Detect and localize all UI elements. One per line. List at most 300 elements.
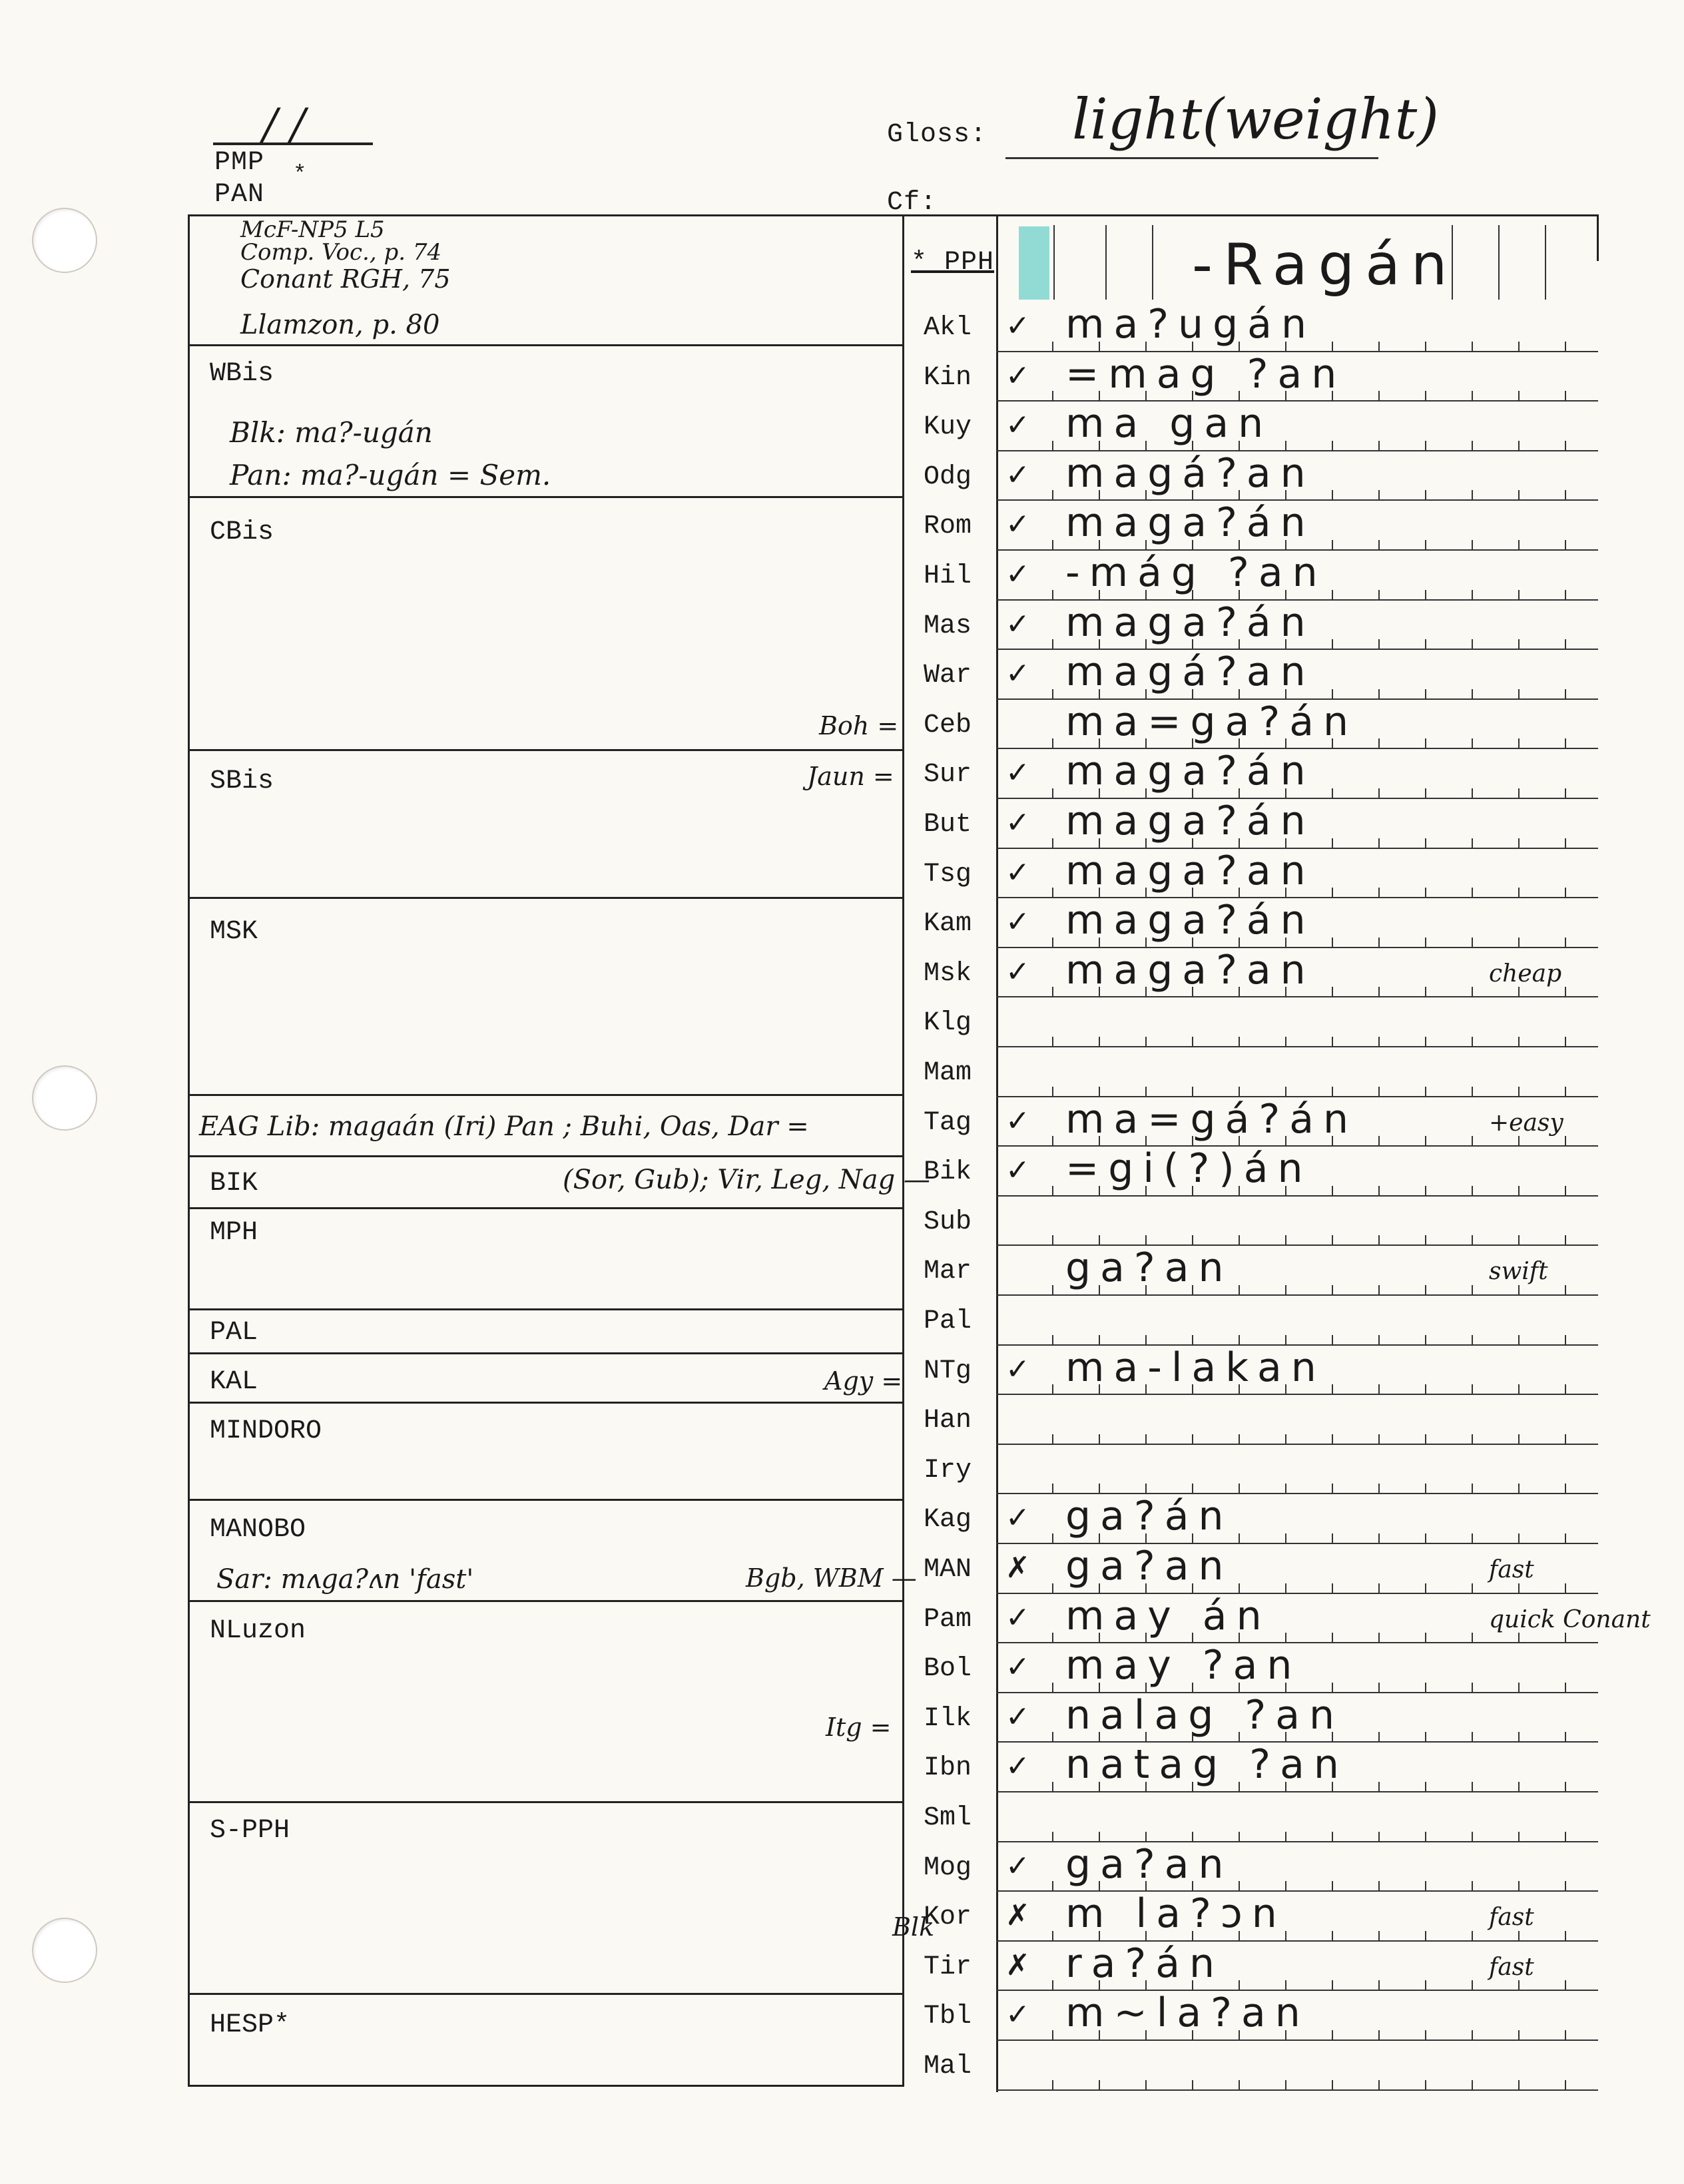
group-nluzon: NLuzon [210,1616,306,1646]
row-tick [1472,1087,1473,1096]
row-tick [1472,1434,1473,1444]
row-tick [1378,938,1380,947]
row-tick [1192,1434,1193,1444]
xref-agy: Agy = [824,1366,903,1396]
row-tick [1425,788,1426,798]
row-tick [1285,1434,1286,1444]
row-tick [1472,1285,1473,1294]
row-tick [1285,1037,1286,1046]
row-tick [1565,540,1566,549]
row-tick [1378,1732,1380,1741]
row-tick [1378,342,1380,351]
wbis-note-pan: Pan: ma?-ugán = Sem. [230,459,551,491]
row-tick [1378,1633,1380,1642]
row-tick [1378,1484,1380,1493]
row-tick [1378,1533,1380,1543]
row-tick [1099,1335,1100,1344]
row-tick [1332,2030,1333,2040]
punch-hole-top [32,208,97,273]
row-tick [1052,490,1053,499]
row-tick [1472,1832,1473,1841]
lang-code: Kin [923,362,972,393]
row-tick [1518,1186,1520,1195]
row-tick [1052,987,1053,996]
row-tick [1518,1881,1520,1890]
row-tick [1145,2080,1147,2089]
row-tick [1518,738,1520,748]
row-tick [1332,788,1333,798]
row-tick [1425,1384,1426,1394]
group-mph: MPH [210,1218,258,1248]
lang-code: Sml [923,1803,972,1833]
lang-code: Tsg [923,859,972,890]
row-tick [1425,1732,1426,1741]
lang-code: Sub [923,1207,972,1237]
check-mark: ✓ [1005,657,1030,691]
row-tick [1518,1434,1520,1444]
pmp-label: PMP [214,148,265,178]
row-tick [1565,1633,1566,1642]
row-tick [1565,391,1566,400]
wbis-note-blk: Blk: ma?-ugán [230,416,433,449]
row-tick [1052,1384,1053,1394]
group-cbis: CBis [210,517,274,547]
row-tick [1518,1583,1520,1593]
reflex-form: magá?an [1065,649,1315,696]
row-tick [1565,738,1566,748]
row-tick [1285,1285,1286,1294]
row-tick [1425,1683,1426,1692]
check-mark: ✗ [1005,1898,1030,1933]
row-tick [1285,1335,1286,1344]
reflex-form: ma-lakan [1065,1344,1326,1391]
row-tick [1565,1583,1566,1593]
row-tick [1565,1782,1566,1791]
row-tick [1565,1285,1566,1294]
row-tick [1052,1037,1053,1046]
row-divider-spph [190,1801,902,1803]
check-mark: ✓ [1005,1600,1030,1635]
row-tick [1378,1980,1380,1990]
group-pal: PAL [210,1318,258,1348]
row-tick [1565,2030,1566,2040]
row-tick [1192,1335,1193,1344]
row-tick [1052,1484,1053,1493]
row-line [996,1294,1598,1296]
row-tick [1192,2080,1193,2089]
row-line [996,1444,1598,1445]
row-tick [1378,788,1380,798]
row-tick [1518,1732,1520,1741]
row-tick [1378,1782,1380,1791]
row-tick [1472,938,1473,947]
row-tick [1378,391,1380,400]
lang-code: Ceb [923,710,972,740]
row-tick [1052,2080,1053,2089]
check-mark: ✓ [1005,855,1030,890]
group-mindoro: MINDORO [210,1416,322,1446]
row-tick [1052,1782,1053,1791]
row-tick [1565,838,1566,848]
reflex-form: ga?an [1065,1840,1233,1888]
lang-code: NTg [923,1356,972,1386]
lang-code: Kag [923,1505,972,1535]
row-tick [1378,1931,1380,1940]
row-tick [1285,2080,1286,2089]
row-tick [1472,2030,1473,2040]
row-tick [1378,1136,1380,1145]
row-tick [1378,1285,1380,1294]
punch-hole-middle [32,1065,97,1131]
left-panel [188,214,930,2087]
row-tick [1285,1980,1286,1990]
row-tick [1052,1881,1053,1890]
row-tick [1565,987,1566,996]
row-tick [1472,689,1473,698]
row-tick [1518,1980,1520,1990]
lang-code: Msk [923,958,972,989]
row-tick [1565,1434,1566,1444]
row-tick [1332,590,1333,599]
row-line [996,2089,1598,2091]
reflex-form: maga?án [1065,748,1315,795]
row-tick [1518,788,1520,798]
row-tick [1239,1583,1240,1593]
row-tick [1099,2080,1100,2089]
row-tick [1052,1533,1053,1543]
row-divider-nluzon [190,1600,902,1602]
proto-label: * PPH [911,248,995,278]
row-tick [1285,441,1286,450]
row-tick [1052,590,1053,599]
row-tick [1332,1335,1333,1344]
check-mark: ✓ [1005,1501,1030,1535]
row-tick [1145,1335,1147,1344]
row-tick [1052,738,1053,748]
row-tick [1378,639,1380,649]
reflex-form: maga?an [1065,847,1315,894]
row-tick [1565,1533,1566,1543]
source-line-1: McF-NP5 L5 [240,216,385,243]
row-tick [1099,1832,1100,1841]
row-tick [1425,2030,1426,2040]
row-tick [1518,1037,1520,1046]
row-tick [1565,1235,1566,1244]
row-tick [1425,1980,1426,1990]
row-tick [1472,987,1473,996]
row-tick [1518,838,1520,848]
row-line [996,1195,1598,1197]
reflex-form: maga?án [1065,897,1315,944]
row-tick [1332,1285,1333,1294]
row-tick [1052,639,1053,649]
row-divider-pal [190,1308,902,1310]
reflex-form: ga?an [1065,1543,1233,1589]
row-tick [1518,1384,1520,1394]
row-tick [1378,1384,1380,1394]
group-msk: MSK [210,917,258,947]
row-tick [1052,838,1053,848]
gloss-note: swift [1489,1258,1548,1286]
row-tick [1518,1683,1520,1692]
row-line [996,2040,1598,2041]
cf-label: Cf: [887,188,938,218]
row-tick [1378,490,1380,499]
lang-code: Kor [923,1902,972,1933]
row-tick [1239,1087,1240,1096]
row-tick [1285,1087,1286,1096]
row-tick [1332,1186,1333,1195]
row-tick [1378,888,1380,897]
proto-form: -Ragán [1192,232,1458,298]
row-tick [1378,540,1380,549]
row-tick [1518,938,1520,947]
row-line [996,1046,1598,1047]
row-tick [1285,1881,1286,1890]
reflex-form: ra?án [1065,1940,1225,1987]
row-tick [1145,1235,1147,1244]
gloss-label: Gloss: [887,120,987,150]
row-tick [1472,838,1473,848]
reflex-form: ma?ugán [1065,301,1316,348]
reflex-form: m la?ɔn [1065,1890,1286,1938]
row-tick [1332,1583,1333,1593]
row-tick [1425,590,1426,599]
row-tick [1378,738,1380,748]
row-tick [1425,490,1426,499]
row-tick [1332,639,1333,649]
row-tick [1332,2080,1333,2089]
reflex-form: ma=gá?án [1065,1095,1358,1143]
row-tick [1239,1335,1240,1344]
lang-code: Rom [923,511,972,542]
row-tick [1472,1335,1473,1344]
reflex-form: magá?an [1065,449,1315,497]
reflex-form: ga?an [1065,1244,1233,1292]
gloss-value: light(weight) [1072,87,1440,152]
row-tick [1239,1832,1240,1841]
row-tick [1285,1484,1286,1493]
row-tick [1472,1186,1473,1195]
row-tick [1425,1285,1426,1294]
row-tick [1425,391,1426,400]
row-tick [1472,788,1473,798]
lang-code: Hil [923,561,972,591]
pan-label: PAN [214,180,265,210]
row-tick [1052,342,1053,351]
row-tick [1099,1037,1100,1046]
lang-code: Kam [923,909,972,940]
reflex-form: maga?án [1065,499,1315,547]
row-tick [1425,938,1426,947]
source-line-3: Conant RGH, 75 [240,264,451,294]
check-mark: ✓ [1005,756,1030,790]
row-divider-cbis [190,496,902,498]
reflex-form: ga?án [1065,1493,1233,1540]
row-tick [1192,1484,1193,1493]
row-tick [1332,987,1333,996]
row-tick [1332,1980,1333,1990]
xref-jaun: Jaun = [807,762,894,791]
row-tick [1472,1881,1473,1890]
lang-code: Han [923,1406,972,1436]
reflex-form: maga?án [1065,599,1315,646]
row-tick [1565,1087,1566,1096]
xref-bgb: Bgb, WBM — [746,1563,917,1593]
row-tick [1425,639,1426,649]
reflex-form: maga?án [1065,798,1315,844]
check-mark: ✓ [1005,806,1030,840]
row-tick [1425,540,1426,549]
row-line [996,1791,1598,1792]
row-tick [1378,2030,1380,2040]
row-tick [1332,1931,1333,1940]
row-tick [1099,1235,1100,1244]
row-tick [1285,1235,1286,1244]
row-tick [1518,1136,1520,1145]
row-tick [1518,490,1520,499]
row-tick [1052,1335,1053,1344]
row-tick [1472,1533,1473,1543]
row-tick [1285,1832,1286,1841]
row-divider-sbis [190,749,902,751]
row-tick [1425,1931,1426,1940]
lang-code: Tir [923,1952,972,1982]
gloss-underline [1005,157,1378,159]
row-tick [1565,1832,1566,1841]
lang-code: Mas [923,611,972,641]
row-tick [1145,1484,1147,1493]
row-tick [1425,1484,1426,1493]
reflex-form: maga?an [1065,946,1315,993]
row-tick [1472,888,1473,897]
check-mark: ✓ [1005,1699,1030,1734]
row-tick [1332,441,1333,450]
row-tick [1378,689,1380,698]
lang-code: Mam [923,1058,972,1088]
lang-code: Ibn [923,1753,972,1784]
lang-code: Mal [923,2051,972,2081]
row-tick [1052,1832,1053,1841]
row-tick [1565,1980,1566,1990]
row-tick [1239,1881,1240,1890]
row-tick [1052,1136,1053,1145]
row-tick [1518,1931,1520,1940]
row-tick [1145,1087,1147,1096]
row-tick [1425,987,1426,996]
check-mark: ✓ [1005,905,1030,940]
row-divider-lib [190,1094,902,1096]
row-tick [1518,540,1520,549]
row-tick [1145,1832,1147,1841]
row-tick [1425,1832,1426,1841]
row-tick [1332,342,1333,351]
lang-code: Pal [923,1306,972,1336]
row-tick [1239,1285,1240,1294]
row-tick [1518,1235,1520,1244]
reflex-form: =gi(?)án [1065,1145,1312,1193]
row-tick [1332,938,1333,947]
row-tick [1425,441,1426,450]
check-mark: ✓ [1005,507,1030,542]
row-tick [1145,1037,1147,1046]
reflex-form: may ?an [1065,1642,1302,1689]
row-tick [1239,1484,1240,1493]
row-tick [1472,391,1473,400]
row-tick [1052,1980,1053,1990]
row-tick [1565,590,1566,599]
row-tick [1472,441,1473,450]
lang-code: Kuy [923,412,972,443]
row-tick [1332,838,1333,848]
row-tick [1052,1087,1053,1096]
check-mark: ✓ [1005,358,1030,393]
xref-itg: Itg = [826,1713,892,1742]
group-bik: BIK [210,1169,258,1199]
row-tick [1518,1484,1520,1493]
row-tick [1518,2080,1520,2089]
asterisk-mark: * [293,162,308,188]
gloss-note: fast [1489,1953,1534,1981]
row-tick [1565,490,1566,499]
row-tick [1192,1037,1193,1046]
row-tick [1239,1533,1240,1543]
gloss-note: quick Conant [1489,1605,1651,1633]
row-tick [1378,838,1380,848]
row-tick [1565,1384,1566,1394]
row-tick [1472,1683,1473,1692]
check-mark: ✓ [1005,1153,1030,1188]
check-mark: ✓ [1005,309,1030,343]
lang-code: Mog [923,1852,972,1883]
row-tick [1285,1583,1286,1593]
lang-code: Iry [923,1455,972,1486]
row-tick [1378,1434,1380,1444]
lang-code: Ilk [923,1703,972,1734]
row-tick [1332,689,1333,698]
row-tick [1425,1782,1426,1791]
row-tick [1052,391,1053,400]
row-tick [1192,1087,1193,1096]
row-tick [1332,1683,1333,1692]
row-tick [1518,1335,1520,1344]
lang-code: But [923,810,972,840]
row-tick [1285,1633,1286,1642]
row-tick [1239,1434,1240,1444]
row-tick [1472,590,1473,599]
row-tick [1565,1186,1566,1195]
row-tick [1052,540,1053,549]
row-tick [1472,2080,1473,2089]
row-divider-mindoro [190,1402,902,1404]
row-tick [1472,1235,1473,1244]
row-tick [1565,1335,1566,1344]
group-hesp: HESP* [210,2010,290,2040]
reflex-form: ma gan [1065,400,1273,447]
row-tick [1145,1434,1147,1444]
row-tick [1565,2080,1566,2089]
row-tick [1052,788,1053,798]
row-tick [1285,1533,1286,1543]
reflex-form: -mág ?an [1065,549,1327,596]
row-tick [1425,888,1426,897]
row-tick [1472,1931,1473,1940]
check-mark: ✓ [1005,557,1030,591]
row-tick [1192,1235,1193,1244]
row-tick [1378,1235,1380,1244]
row-tick [1518,888,1520,897]
group-wbis: WBis [210,359,274,389]
